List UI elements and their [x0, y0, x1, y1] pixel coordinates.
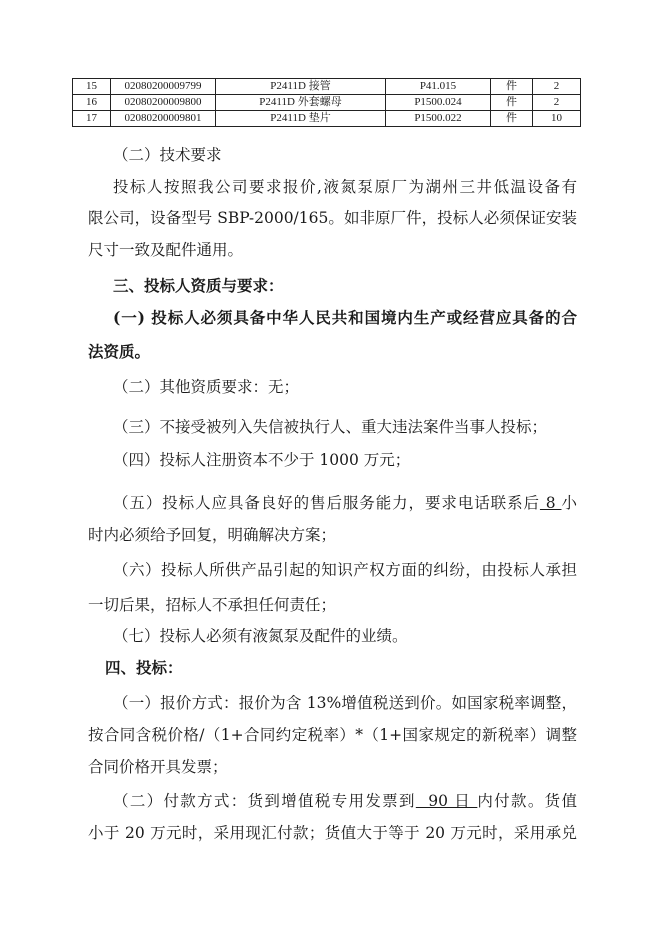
table-cell: 2	[533, 95, 581, 111]
table-cell: 02080200009801	[111, 111, 216, 127]
response-hours-value: 8	[539, 494, 562, 512]
paragraph-line	[113, 493, 577, 513]
paragraph-line: 时内必须给予回复，明确解决方案；	[88, 526, 337, 544]
parts-table	[72, 78, 581, 127]
table-cell: 件	[491, 111, 533, 127]
table-cell: 16	[73, 95, 111, 111]
table-row	[73, 111, 581, 127]
paragraph-line: 小于 20 万元时，采用现汇付款；货值大于等于 20 万元时，采用承兑	[88, 824, 577, 842]
table-row	[73, 79, 581, 95]
paragraph-line: （二）其他资质要求：无；	[113, 378, 300, 396]
table-cell: 10	[533, 111, 581, 127]
paragraph-line: （七）投标人必须有液氮泵及配件的业绩。	[113, 627, 408, 645]
paragraph-line: 按合同含税价格/（1+合同约定税率）*（1+国家规定的新税率）调整	[88, 726, 577, 744]
table-cell: 件	[491, 95, 533, 111]
table-cell: P1500.022	[386, 111, 491, 127]
table-cell: 17	[73, 111, 111, 127]
table-row	[73, 95, 581, 111]
text: （五）投标人应具备良好的售后服务能力，要求电话联系后	[113, 494, 540, 512]
table-cell: 02080200009799	[111, 79, 216, 95]
paragraph-line: 投标人按照我公司要求报价,液氮泵原厂为湖州三井低温设备有	[113, 178, 577, 196]
paragraph-line: （六）投标人所供产品引起的知识产权方面的纠纷，由投标人承担	[113, 561, 577, 579]
table-cell: 2	[533, 79, 581, 95]
paragraph-line: (一) 投标人必须具备中华人民共和国境内生产或经营应具备的合	[113, 308, 577, 327]
text: 小	[561, 494, 577, 512]
table-cell: 15	[73, 79, 111, 95]
section-heading-tech: （二）技术要求	[113, 146, 222, 164]
table-cell: P1500.024	[386, 95, 491, 111]
paragraph-line: （四）投标人注册资本不少于 1000 万元；	[113, 451, 411, 469]
payment-days-value: 90 日	[415, 792, 478, 810]
text: （二）付款方式：货到增值税专用发票到	[113, 792, 416, 810]
paragraph-line: （一）报价方式：报价为含 13%增值税送到价。如国家税率调整，	[113, 694, 577, 712]
paragraph-line: 限公司，设备型号 SBP-2000/165。如非原厂件，投标人必须保证安装	[88, 209, 577, 227]
paragraph-line: 法资质。	[88, 342, 151, 361]
text: 内付款。货值	[477, 792, 577, 810]
section-heading-bidding: 四、投标：	[105, 658, 183, 677]
section-heading-qualifications: 三、投标人资质与要求：	[113, 276, 284, 295]
table-cell: P2411D 接管	[216, 79, 386, 95]
paragraph-line: （三）不接受被列入失信被执行人、重大违法案件当事人投标；	[113, 418, 548, 436]
paragraph-line	[113, 791, 577, 811]
table-cell: P2411D 垫片	[216, 111, 386, 127]
table-cell: P41.015	[386, 79, 491, 95]
table-cell: 02080200009800	[111, 95, 216, 111]
paragraph-line: 一切后果，招标人不承担任何责任；	[88, 596, 337, 614]
paragraph-line: 尺寸一致及配件通用。	[88, 241, 244, 259]
table-cell: 件	[491, 79, 533, 95]
table-cell: P2411D 外套螺母	[216, 95, 386, 111]
paragraph-line: 合同价格开具发票；	[88, 758, 228, 776]
